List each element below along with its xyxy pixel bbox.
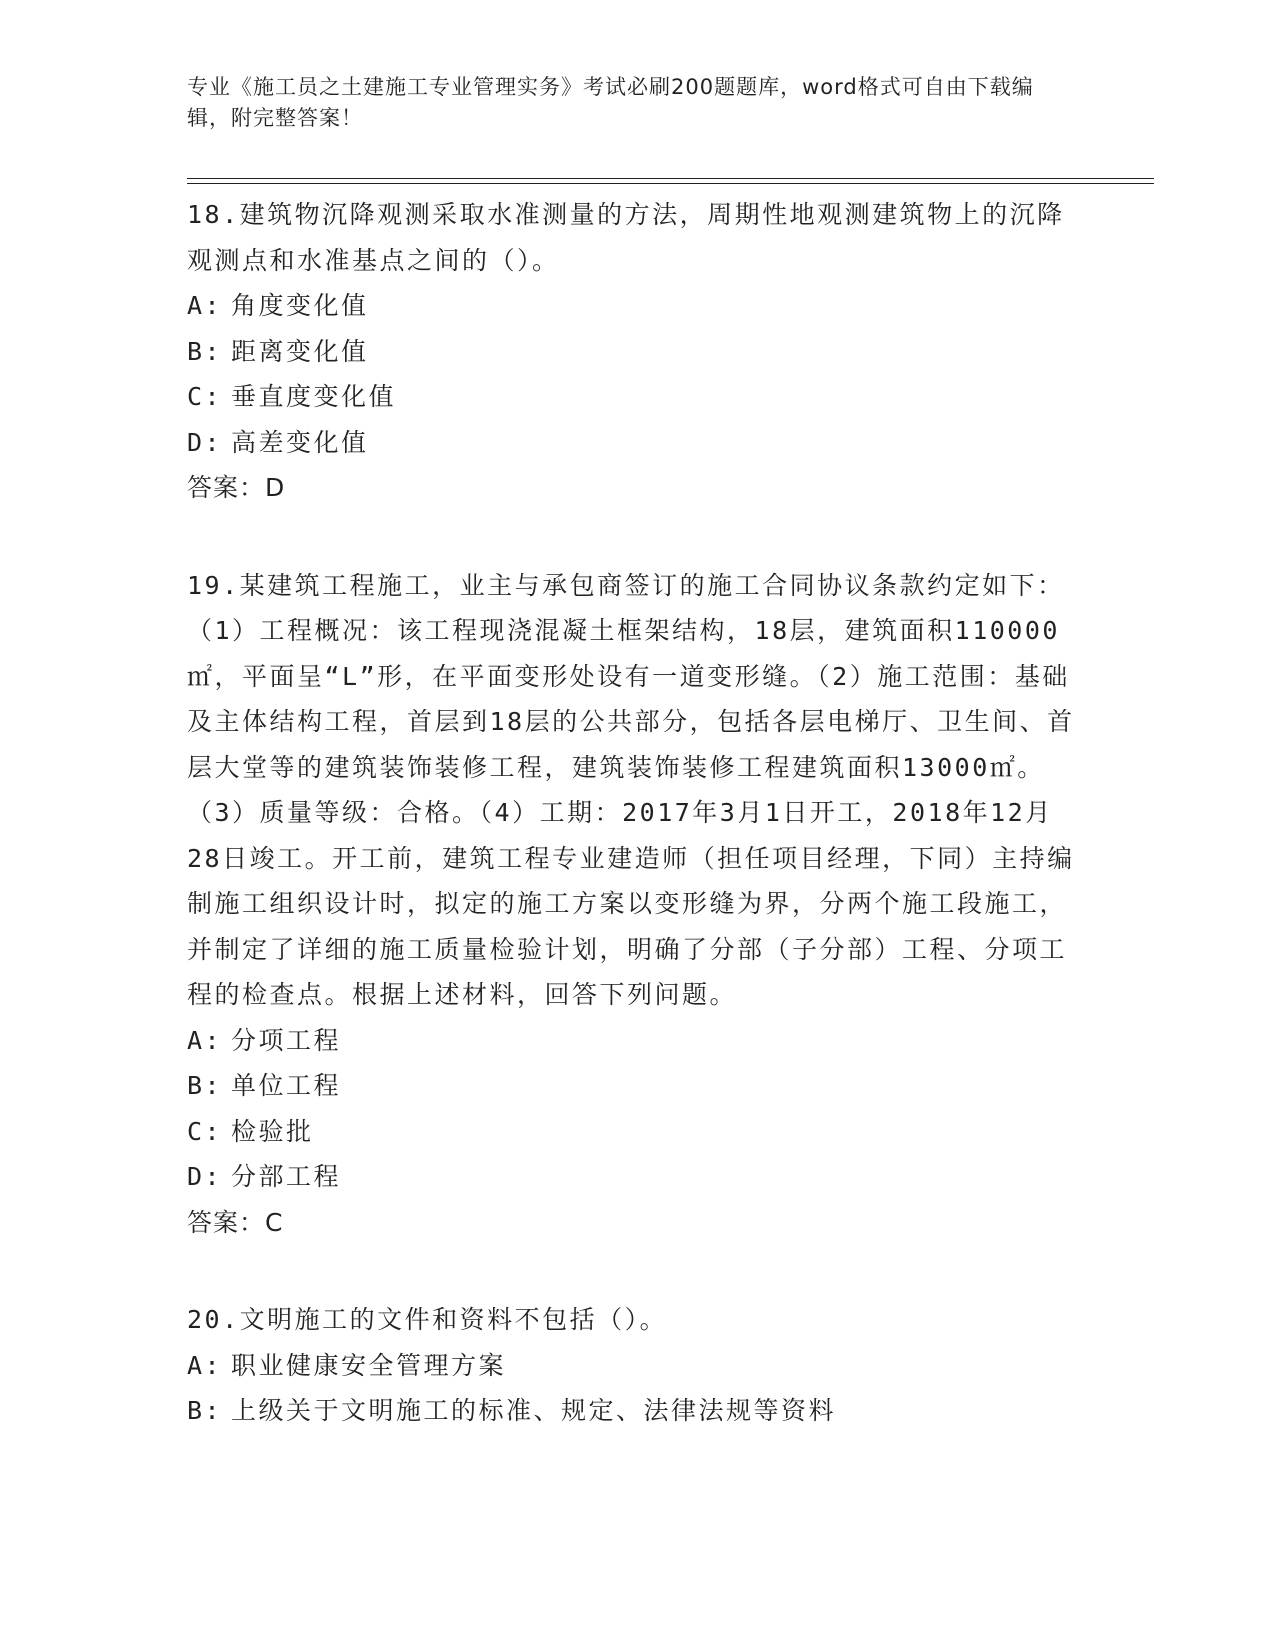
option-c[interactable]: [187, 1109, 1087, 1155]
option-b[interactable]: [187, 1063, 1087, 1109]
answer-line: 答案：C: [187, 1207, 284, 1237]
question-spacer: [187, 511, 1087, 559]
option-letter: A:: [187, 291, 223, 320]
option-letter: D:: [187, 1162, 223, 1191]
option-text: 高差变化值: [231, 427, 369, 457]
option-text: 上级关于文明施工的标准、规定、法律法规等资料: [231, 1396, 837, 1425]
question-20: [187, 1293, 1087, 1434]
question-19: [187, 559, 1087, 1246]
option-letter: A:: [187, 1350, 223, 1380]
option-a[interactable]: [187, 1343, 1087, 1389]
option-d[interactable]: [187, 1154, 1087, 1200]
question-list: [187, 188, 1087, 1434]
option-text: 距离变化值: [231, 336, 369, 366]
question-text: 19.某建筑工程施工，业主与承包商签订的施工合同协议条款约定如下：（1）工程概况：该工程现浇混凝土框架结构，18层，建筑面积110000㎡，平面呈“L”形，在平面变形处设有一道变形缝。（2）施工范围：基础及主体结构工程，首层到18层的公共部分，包括各层电梯厅、卫生间、首层大堂等的建筑装饰装修工程，建筑装饰装修工程建筑面积13000㎡。（3）质量等级：合格。（4）工期：2017年3月1日开工，2018年12月28日竣工。开工前，建筑工程专业建造师（担任项目经理，下同）主持编制施工组织设计时，拟定的施工方案以变形缝为界，分两个施工段施工，并制定了详细的施工质量检验计划，明确了分部（子分部）工程、分项工程的检查点。根据上述材料，回答下列问题。: [187, 570, 1075, 1009]
header-rule-top: [187, 178, 1154, 179]
option-text: 角度变化值: [231, 291, 369, 320]
option-letter: D:: [187, 427, 223, 457]
option-text: 分项工程: [231, 1025, 342, 1055]
option-text: 垂直度变化值: [231, 382, 397, 411]
option-text: 职业健康安全管理方案: [231, 1350, 507, 1380]
option-a[interactable]: [187, 283, 1087, 329]
option-letter: A:: [187, 1025, 223, 1055]
option-d[interactable]: [187, 420, 1087, 466]
page-header: 专业《施工员之土建施工专业管理实务》考试必刷200题题库，word格式可自由下载编辑，附完整答案！: [187, 75, 1034, 130]
option-text: 分部工程: [231, 1162, 342, 1191]
option-c[interactable]: [187, 374, 1087, 420]
option-letter: B:: [187, 1396, 223, 1425]
option-a[interactable]: [187, 1018, 1087, 1064]
option-text: 单位工程: [231, 1071, 342, 1100]
option-letter: C:: [187, 382, 223, 411]
option-text: 检验批: [231, 1116, 314, 1146]
question-18: [187, 188, 1087, 511]
option-letter: B:: [187, 336, 223, 366]
option-letter: C:: [187, 1116, 223, 1146]
option-b[interactable]: [187, 1388, 1087, 1434]
option-letter: B:: [187, 1071, 223, 1100]
option-b[interactable]: [187, 329, 1087, 375]
question-text: 20.文明施工的文件和资料不包括（）。: [187, 1305, 668, 1334]
question-spacer: [187, 1245, 1087, 1293]
header-rule-bottom: [187, 183, 1154, 184]
question-text: 18.建筑物沉降观测采取水准测量的方法，周期性地观测建筑物上的沉降观测点和水准基点之间的（）。: [187, 200, 1065, 275]
answer-line: 答案：D: [187, 473, 286, 502]
